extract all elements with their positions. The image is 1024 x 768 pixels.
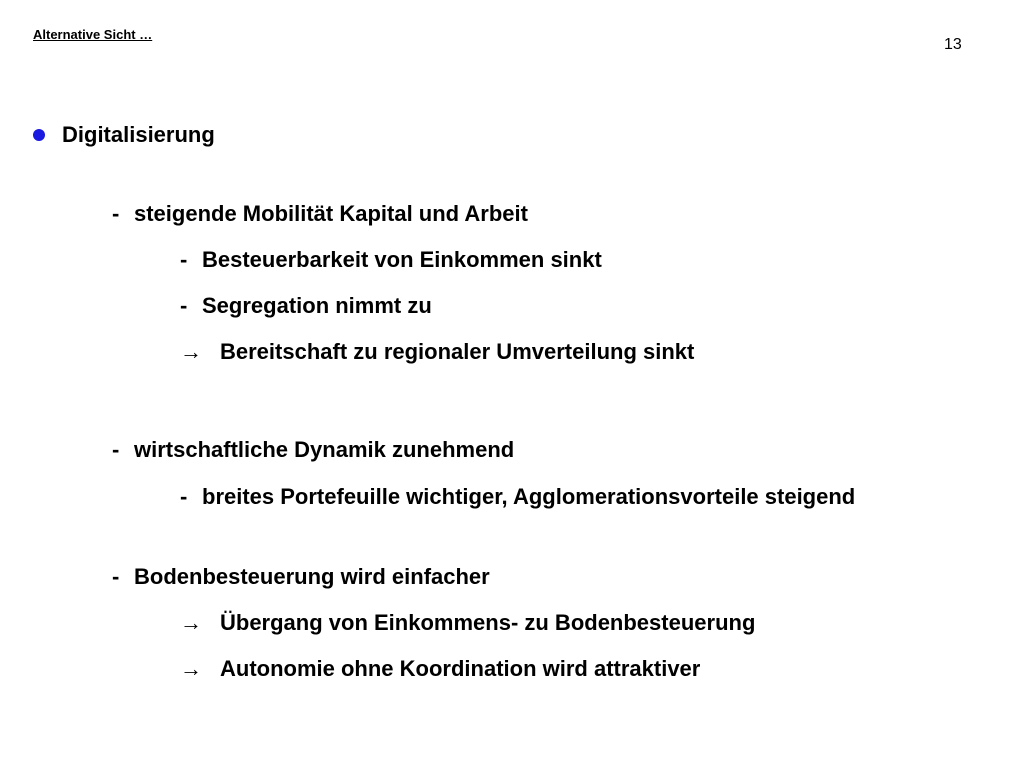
dash-marker: -	[112, 564, 120, 589]
bullet-dot-icon	[33, 129, 45, 141]
group-heading-text: steigende Mobilität Kapital und Arbeit	[134, 201, 528, 226]
list-item-text: Autonomie ohne Koordination wird attraktiver	[220, 656, 701, 681]
list-item	[180, 293, 432, 319]
dash-marker: -	[112, 201, 120, 226]
list-item	[180, 610, 755, 636]
dash-marker: -	[112, 437, 120, 462]
list-item-text: Übergang von Einkommens- zu Bodenbesteuerung	[220, 610, 756, 635]
list-item	[180, 247, 602, 273]
header-title: Alternative Sicht …	[33, 27, 153, 42]
main-bullet: Digitalisierung	[62, 122, 215, 147]
group-heading	[112, 201, 528, 227]
list-item-text: breites Portefeuille wichtiger, Agglomerationsvorteile steigend	[202, 484, 856, 509]
group-heading	[112, 437, 514, 463]
group-heading	[112, 564, 490, 590]
list-item-text: Besteuerbarkeit von Einkommen sinkt	[202, 247, 602, 272]
dash-marker: -	[180, 293, 188, 318]
list-item	[180, 656, 700, 682]
list-item-text: Bereitschaft zu regionaler Umverteilung sinkt	[220, 339, 695, 364]
list-item-text: Segregation nimmt zu	[202, 293, 432, 318]
dash-marker: -	[180, 484, 188, 509]
dash-marker: -	[180, 247, 188, 272]
list-item	[180, 484, 855, 510]
arrow-right-icon: →	[180, 610, 202, 635]
arrow-right-icon: →	[180, 339, 202, 364]
group-heading-text: Bodenbesteuerung wird einfacher	[134, 564, 490, 589]
page-number: 13	[944, 36, 962, 53]
list-item	[180, 339, 694, 365]
group-heading-text: wirtschaftliche Dynamik zunehmend	[134, 437, 515, 462]
arrow-right-icon: →	[180, 656, 202, 681]
